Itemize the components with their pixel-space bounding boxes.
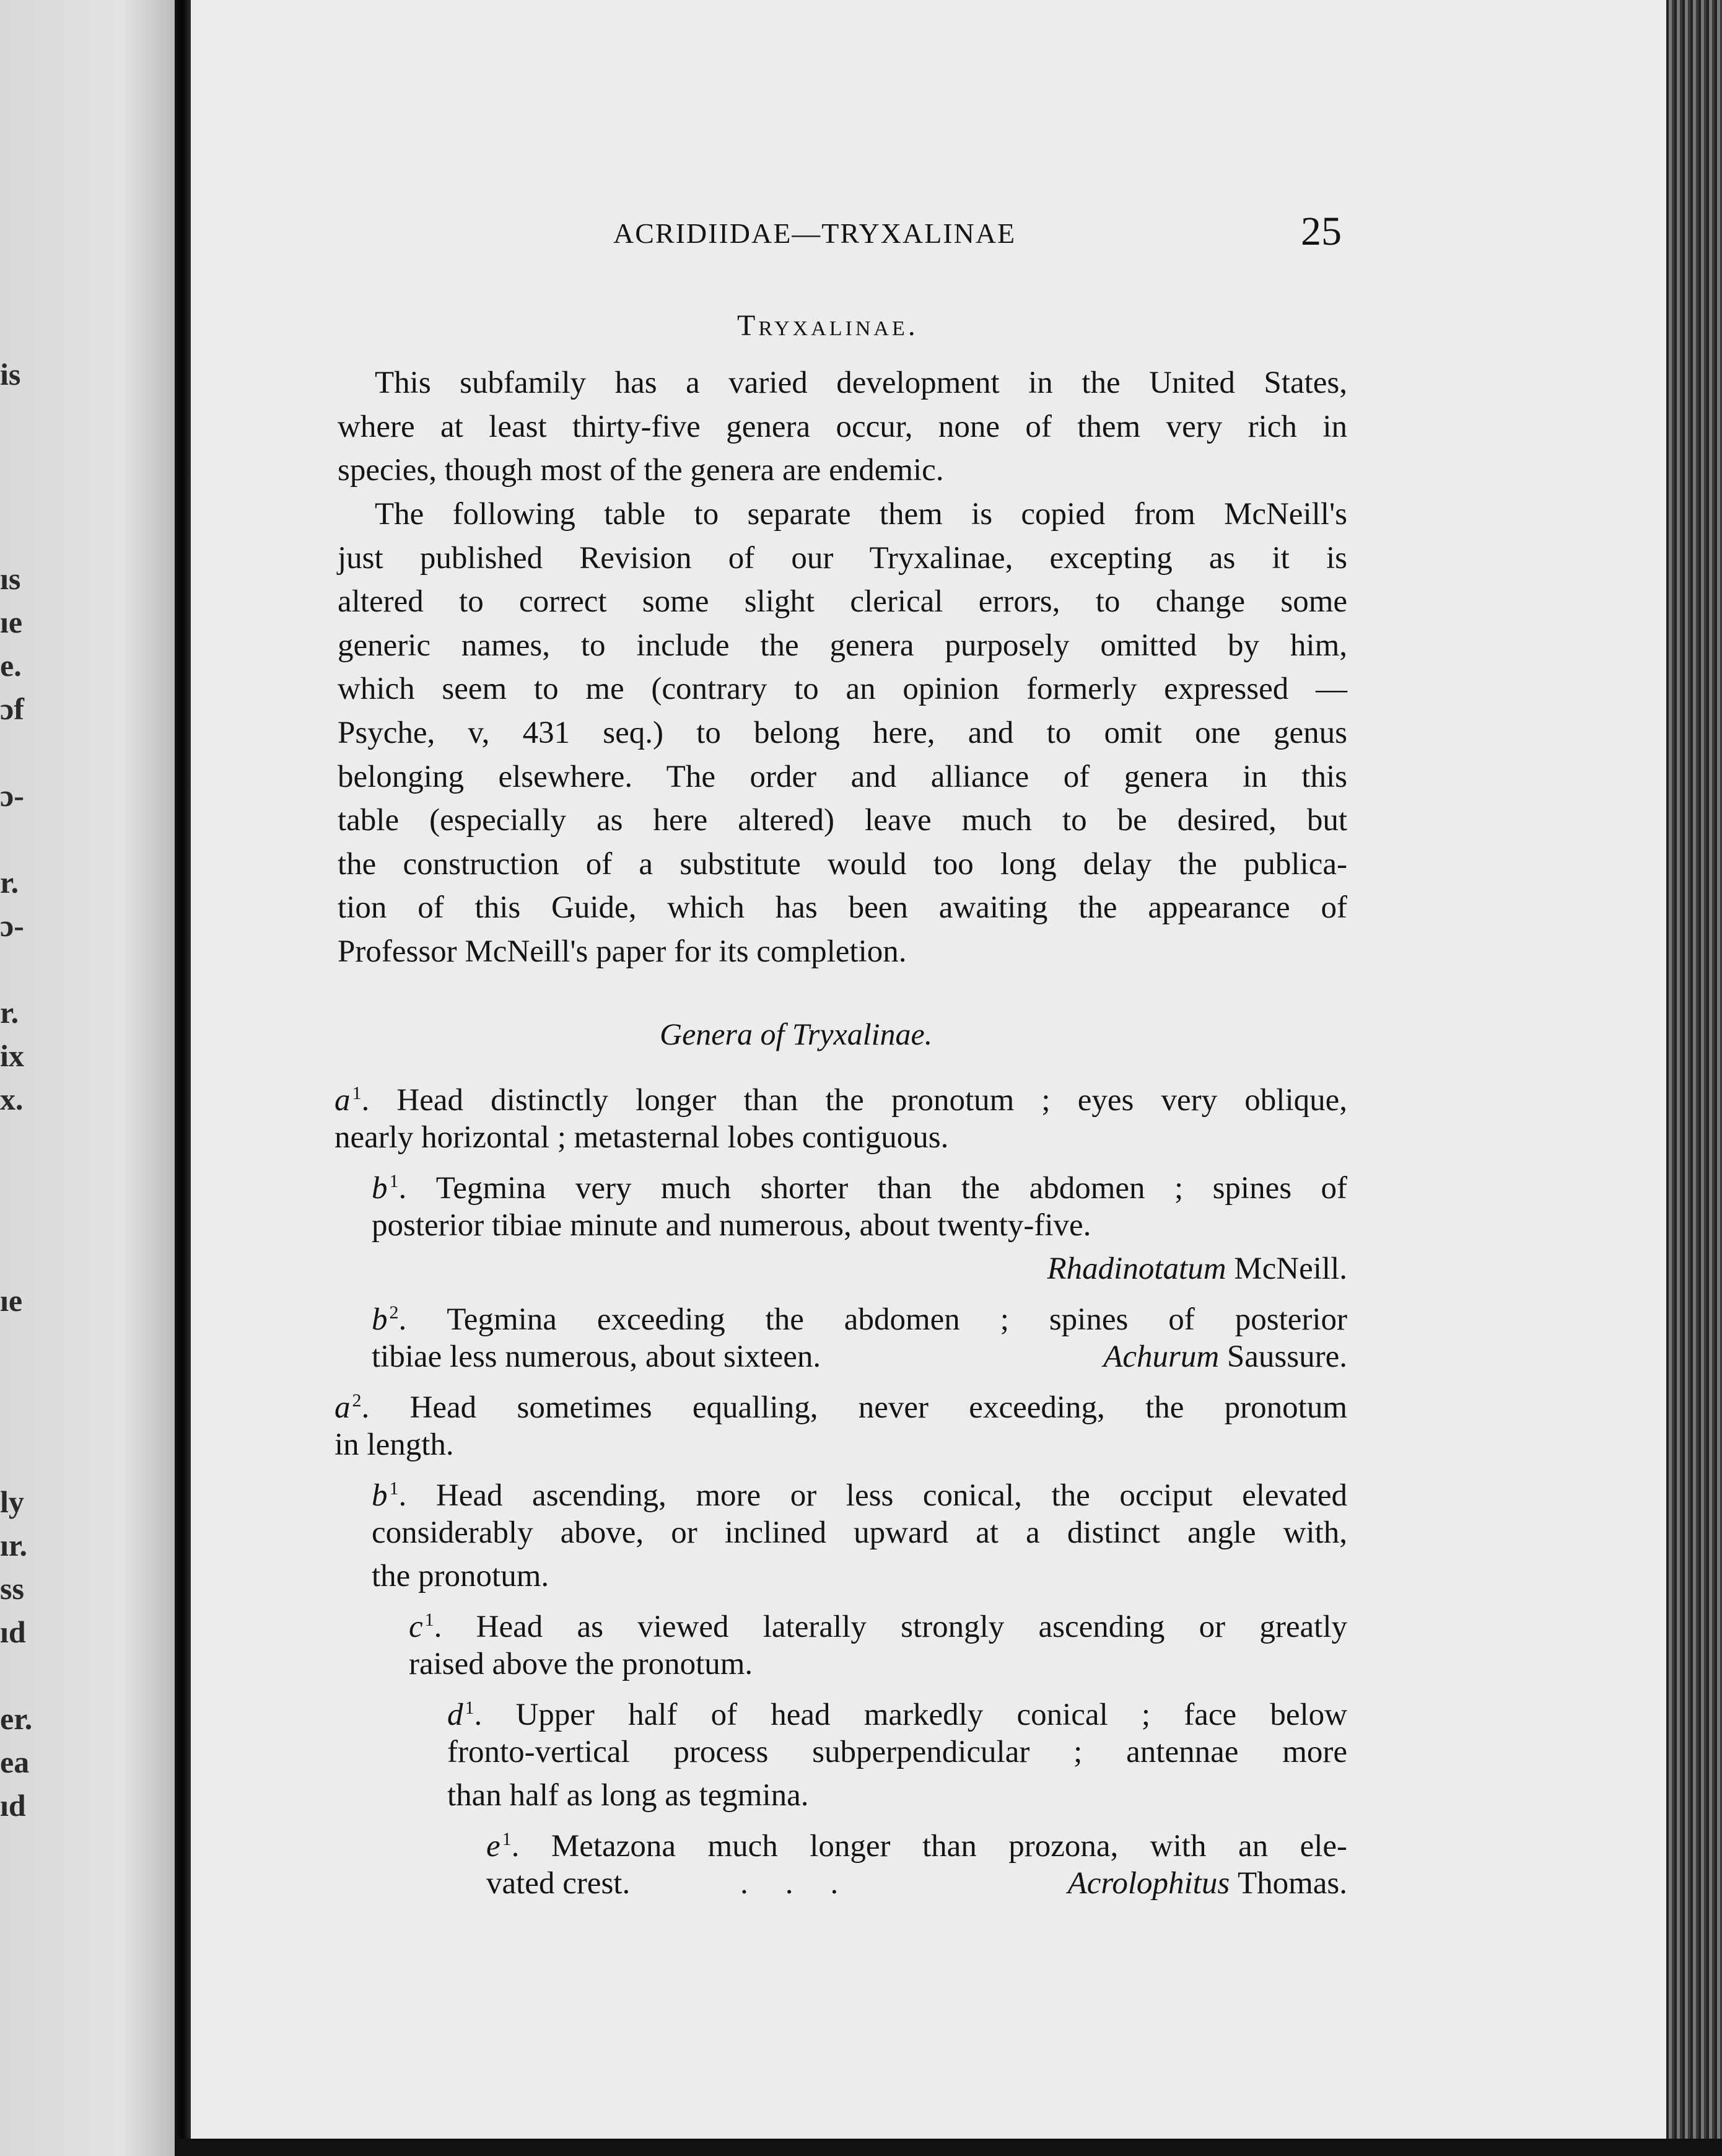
margin-fragment: ɔ- bbox=[0, 908, 24, 943]
text-line: The following table to separate them is copied from McNeill's bbox=[375, 497, 1347, 532]
key-mark: c bbox=[409, 1610, 423, 1644]
book-gutter bbox=[175, 0, 191, 2156]
key-mark: b bbox=[372, 1478, 388, 1513]
paragraph-intro bbox=[338, 361, 1347, 493]
key-sup: 1 bbox=[389, 1171, 399, 1191]
key-entry-c1: c $^1$. Head as viewed laterally strongly ascending or greatly raised above the pronotum. bbox=[409, 1598, 1347, 1686]
key-mark: a bbox=[334, 1083, 351, 1118]
margin-fragment: x. bbox=[0, 1082, 24, 1116]
key-text: tibiae less numerous, about sixteen. bbox=[372, 1339, 821, 1374]
key-mark: b bbox=[372, 1302, 388, 1337]
key-text: fronto-vertical process subperpendicular ; antennae more bbox=[447, 1734, 1347, 1769]
genera-table-title: Genera of Tryxalinae. bbox=[660, 1017, 933, 1051]
running-header: ACRIDIIDAE—TRYXALINAE bbox=[613, 217, 1016, 249]
key-sup: 1 bbox=[502, 1829, 512, 1849]
key-entry-a2: a $^2$. Head sometimes equalling, never exceeding, the pronotum in length. bbox=[334, 1379, 1347, 1466]
text-line: belonging elsewhere. The order and alliance of genera in this bbox=[338, 759, 1347, 794]
margin-fragment: ea bbox=[0, 1745, 30, 1779]
key-text: in length. bbox=[334, 1427, 454, 1462]
key-mark: e bbox=[486, 1829, 500, 1864]
key-sup: 2 bbox=[352, 1390, 362, 1411]
key-text: raised above the pronotum. bbox=[409, 1646, 753, 1681]
page-number: 25 bbox=[1301, 209, 1342, 254]
margin-fragment: ly bbox=[0, 1484, 24, 1519]
genus-author: Saussure. bbox=[1226, 1339, 1347, 1374]
leader-dots: ... bbox=[740, 1865, 876, 1901]
text-line: altered to correct some slight clerical errors, to change some bbox=[338, 584, 1347, 620]
bottom-edge bbox=[175, 2139, 1722, 2156]
genus-author: Thomas. bbox=[1237, 1865, 1347, 1901]
genus-name: Achurum bbox=[1103, 1339, 1220, 1374]
text-line: Professor McNeill's paper for its completion. bbox=[338, 934, 907, 969]
key-text: Head as viewed laterally strongly ascending or greatly bbox=[476, 1610, 1347, 1644]
text-line: which seem to me (contrary to an opinion formerly expressed — bbox=[338, 672, 1347, 707]
text-line: generic names, to include the genera purposely omitted by him, bbox=[338, 628, 1347, 663]
key-sup: 2 bbox=[389, 1302, 399, 1323]
key-text: than half as long as tegmina. bbox=[447, 1778, 809, 1813]
text-line: just published Revision of our Tryxalinae, excepting as it is bbox=[338, 540, 1347, 576]
margin-fragment: ıe bbox=[0, 605, 23, 639]
text-line: table (especially as here altered) leave much to be desired, but bbox=[338, 803, 1347, 838]
margin-fragment: ix bbox=[0, 1038, 24, 1073]
key-text: Metazona much longer than prozona, with an ele- bbox=[551, 1829, 1348, 1864]
key-mark: a bbox=[334, 1390, 351, 1425]
text-line: This subfamily has a varied development in the United States, bbox=[375, 366, 1347, 400]
text-line: the construction of a substitute would too long delay the publica- bbox=[338, 846, 1347, 882]
genus-name: Rhadinotatum bbox=[1047, 1251, 1226, 1287]
key-text: posterior tibiae minute and numerous, about twenty-five. bbox=[372, 1207, 1091, 1243]
margin-fragment: ıs bbox=[0, 561, 21, 596]
margin-fragment: ɔ- bbox=[0, 778, 24, 813]
key-entry-a1: a $^1$. Head distinctly longer than the pronotum ; eyes very oblique, nearly horizontal ; metasternal lobes contiguous. bbox=[334, 1072, 1347, 1159]
key-sup: 1 bbox=[465, 1698, 474, 1718]
margin-fragment: er. bbox=[0, 1701, 33, 1736]
facing-page-edge bbox=[0, 0, 175, 2156]
key-sup: 1 bbox=[389, 1478, 399, 1499]
key-entry-e1: e $^1$. Metazona much longer than prozona, with an ele- vated crest. ... Acrolophitus Thomas. bbox=[486, 1818, 1347, 1905]
key-text: Upper half of head markedly conical ; face below bbox=[515, 1698, 1348, 1732]
key-mark: b bbox=[372, 1171, 388, 1206]
margin-fragment: ır. bbox=[0, 1528, 27, 1562]
key-sup: 1 bbox=[424, 1610, 434, 1630]
key-entry-b1: b $^1$. Tegmina very much shorter than the abdomen ; spines of posterior tibiae minute and numerous, about twenty-five. Rhadinotatum McNeill. bbox=[372, 1171, 1347, 1287]
margin-fragment: r. bbox=[0, 995, 19, 1030]
margin-fragment: ıd bbox=[0, 1788, 26, 1823]
key-entry-b1-head: b $^1$. Head ascending, more or less conical, the occiput elevated considerably above, or inclined upward at a distinct angle with, the pronotum. bbox=[372, 1467, 1347, 1598]
margin-fragment: is bbox=[0, 357, 21, 392]
key-mark: d bbox=[447, 1698, 463, 1732]
key-text: Tegmina exceeding the abdomen ; spines of posterior bbox=[447, 1302, 1348, 1337]
margin-fragment: e. bbox=[0, 648, 22, 683]
margin-fragment: r. bbox=[0, 865, 19, 900]
margin-fragment: ıe bbox=[0, 1283, 23, 1318]
key-text: the pronotum. bbox=[372, 1559, 549, 1594]
key-text: Tegmina very much shorter than the abdomen ; spines of bbox=[435, 1171, 1347, 1206]
key-text: vated crest. bbox=[486, 1865, 631, 1901]
text-line: species, though most of the genera are endemic. bbox=[338, 453, 944, 488]
key-entry-d1: d $^1$. Upper half of head markedly conical ; face below fronto-vertical process subperpendicular ; antennae more than half as long as tegmina. bbox=[447, 1686, 1347, 1818]
section-title: Tryxalinae. bbox=[737, 309, 919, 342]
text-line: tion of this Guide, which has been awaiting the appearance of bbox=[338, 890, 1347, 926]
text-line: where at least thirty-five genera occur, none of them very rich in bbox=[338, 409, 1347, 444]
genus-name: Acrolophitus bbox=[1067, 1865, 1230, 1901]
paragraph-table-note bbox=[338, 493, 1347, 974]
key-text: considerably above, or inclined upward at a distinct angle with, bbox=[372, 1515, 1347, 1550]
key-text: Head ascending, more or less conical, the occiput elevated bbox=[435, 1478, 1348, 1513]
key-text: Head distinctly longer than the pronotum ; eyes very oblique, bbox=[396, 1083, 1348, 1118]
key-sup: 1 bbox=[352, 1083, 362, 1103]
page-stack-edge bbox=[1666, 0, 1722, 2156]
key-entry-b2: b $^2$. Tegmina exceeding the abdomen ; spines of posterior tibiae less numerous, about sixteen. Achurum Saussure. bbox=[372, 1302, 1348, 1374]
key-text: nearly horizontal ; metasternal lobes contiguous. bbox=[334, 1120, 949, 1155]
genus-author: McNeill. bbox=[1234, 1251, 1347, 1287]
margin-fragment: ss bbox=[0, 1571, 24, 1606]
text-line: Psyche, v, 431 seq.) to belong here, and to omit one genus bbox=[338, 715, 1347, 750]
key-text: Head sometimes equalling, never exceeding, the pronotum bbox=[409, 1390, 1347, 1425]
margin-fragment: ıd bbox=[0, 1615, 26, 1649]
margin-fragment: ɔf bbox=[0, 691, 24, 726]
